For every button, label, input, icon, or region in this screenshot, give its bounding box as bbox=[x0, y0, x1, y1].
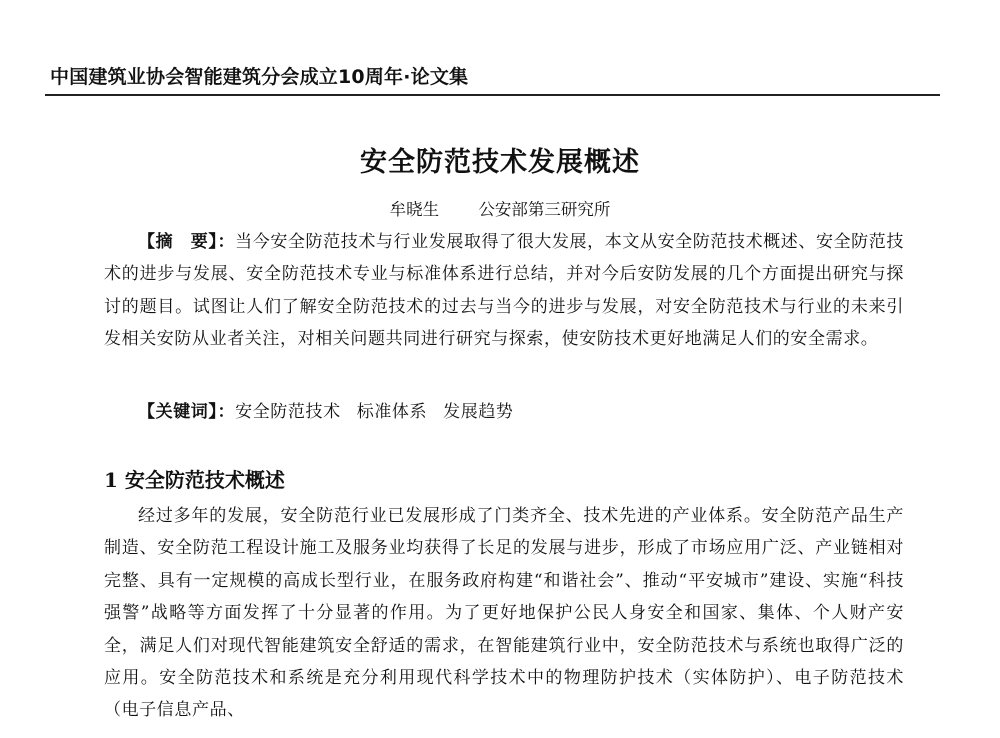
section-paragraph: 经过多年的发展，安全防范行业已发展形成了门类齐全、技术先进的产业体系。安全防范产品生产制造、安全防范工程设计施工及服务业均获得了长足的发展与进步，形成了市场应用广泛、产业链相对完整、具有一定规模的高成长型行业，在服务政府构建“和谐社会”、推动“平安城市”建设、实施“科技强警”战略等方面发挥了十分显著的作用。为了更好地保护公民人身安全和国家、集体、个人财产安全，满足人们对现代智能建筑安全舒适的需求，在智能建筑行业中，安全防范技术与系统也取得广泛的应用。安全防范技术和系统是充分利用现代科学技术中的物理防护技术（实体防护）、电子防范技术（电子信息产品、 bbox=[104, 506, 904, 721]
abstract-text: 当今安全防范技术与行业发展取得了很大发展，本文从安全防范技术概述、安全防范技术的进步与发展、安全防范技术专业与标准体系进行总结，并对今后安防发展的几个方面提出研究与探讨的题目。试图让人们了解安全防范技术的过去与当今的进步与发展，对安全防范技术与行业的未来引发相关安防从业者关注，对相关问题共同进行研究与探索，使安防技术更好地满足人们的安全需求。 bbox=[104, 232, 904, 350]
header-rule bbox=[45, 94, 940, 96]
paper-title: 安全防范技术发展概述 bbox=[360, 147, 640, 178]
byline bbox=[0, 196, 1000, 220]
keyword-item: 安全防范技术 bbox=[235, 402, 341, 422]
author-affiliation: 公安部第三研究所 bbox=[478, 200, 611, 219]
section-heading: 1 安全防范技术概述 bbox=[104, 468, 285, 492]
keywords bbox=[104, 396, 904, 428]
keyword-item: 标准体系 bbox=[356, 402, 428, 422]
keywords-label: 【关键词】： bbox=[138, 402, 236, 422]
abstract-label: 【摘 要】： bbox=[138, 232, 236, 252]
running-header: 中国建筑业协会智能建筑分会成立10周年·论文集 bbox=[50, 66, 469, 88]
author-name: 牟晓生 bbox=[389, 200, 440, 219]
keyword-item: 发展趋势 bbox=[443, 402, 514, 422]
abstract bbox=[104, 226, 904, 356]
